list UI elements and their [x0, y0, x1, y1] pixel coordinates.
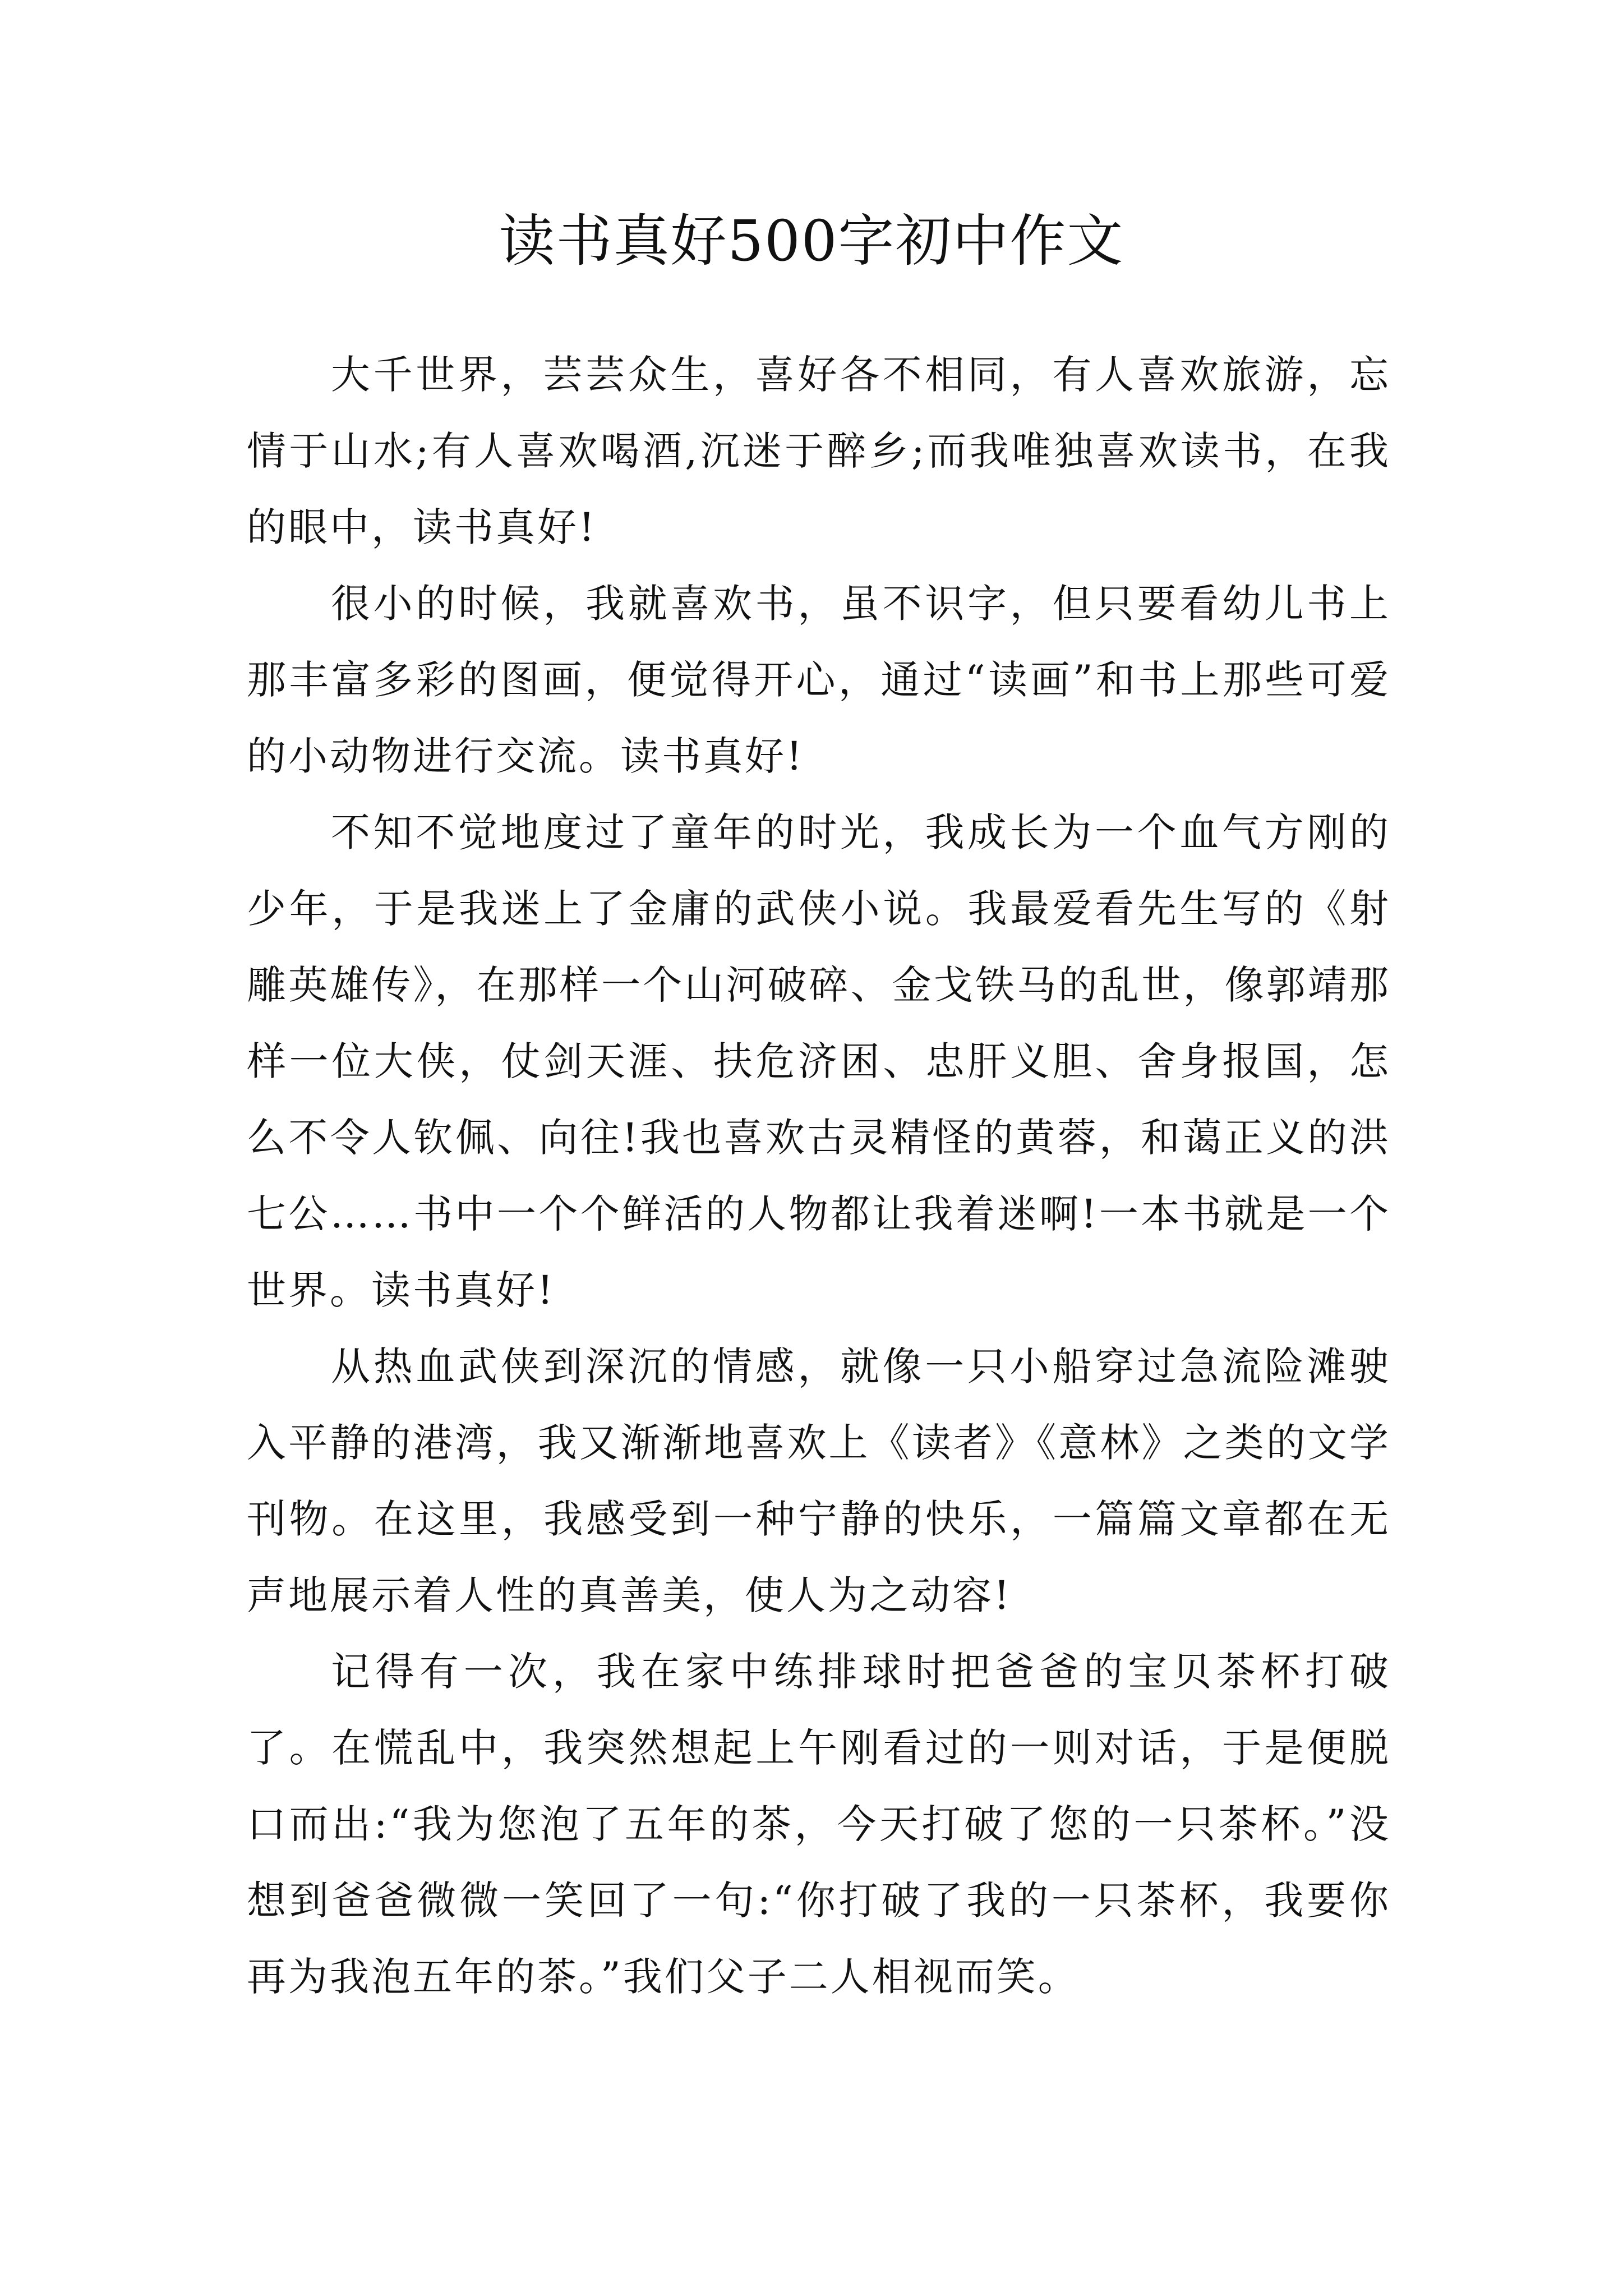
paragraph-2: 很小的时候，我就喜欢书，虽不识字，但只要看幼儿书上那丰富多彩的图画，便觉得开心，通过“读画”和书上那些可爱的小动物进行交流。读书真好! — [247, 581, 1391, 779]
paragraph-1: 大千世界，芸芸众生，喜好各不相同，有人喜欢旅游，忘情于山水;有人喜欢喝酒,沉迷于醉乡;而我唯独喜欢读书，在我的眼中，读书真好! — [247, 352, 1391, 550]
document-title: 读书真好500字初中作文 — [499, 208, 1124, 274]
document-body — [247, 337, 1391, 2015]
paragraph-3: 不知不觉地度过了童年的时光，我成长为一个血气方刚的少年，于是我迷上了金庸的武侠小说。我最爱看先生写的《射雕英雄传》，在那样一个山河破碎、金戈铁马的乱世，像郭靖那样一位大侠，仗剑天涯、扶危济困、忠肝义胆、舍身报国，怎么不令人钦佩、向往!我也喜欢古灵精怪的黄蓉，和蔼正义的洪七公……书中一个个鲜活的人物都让我着迷啊!一本书就是一个世界。读书真好! — [247, 809, 1391, 1313]
paragraph-4: 从热血武侠到深沉的情感，就像一只小船穿过急流险滩驶入平静的港湾，我又渐渐地喜欢上《读者》《意林》之类的文学刊物。在这里，我感受到一种宁静的快乐，一篇篇文章都在无声地展示着人性的真善美，使人为之动容! — [247, 1343, 1391, 1618]
paragraph-5: 记得有一次，我在家中练排球时把爸爸的宝贝茶杯打破了。在慌乱中，我突然想起上午刚看过的一则对话，于是便脱口而出:“我为您泡了五年的茶，今天打破了您的一只茶杯。”没想到爸爸微微一笑回了一句:“你打破了我的一只茶杯，我要你再为我泡五年的茶。”我们父子二人相视而笑。 — [247, 1649, 1391, 2000]
